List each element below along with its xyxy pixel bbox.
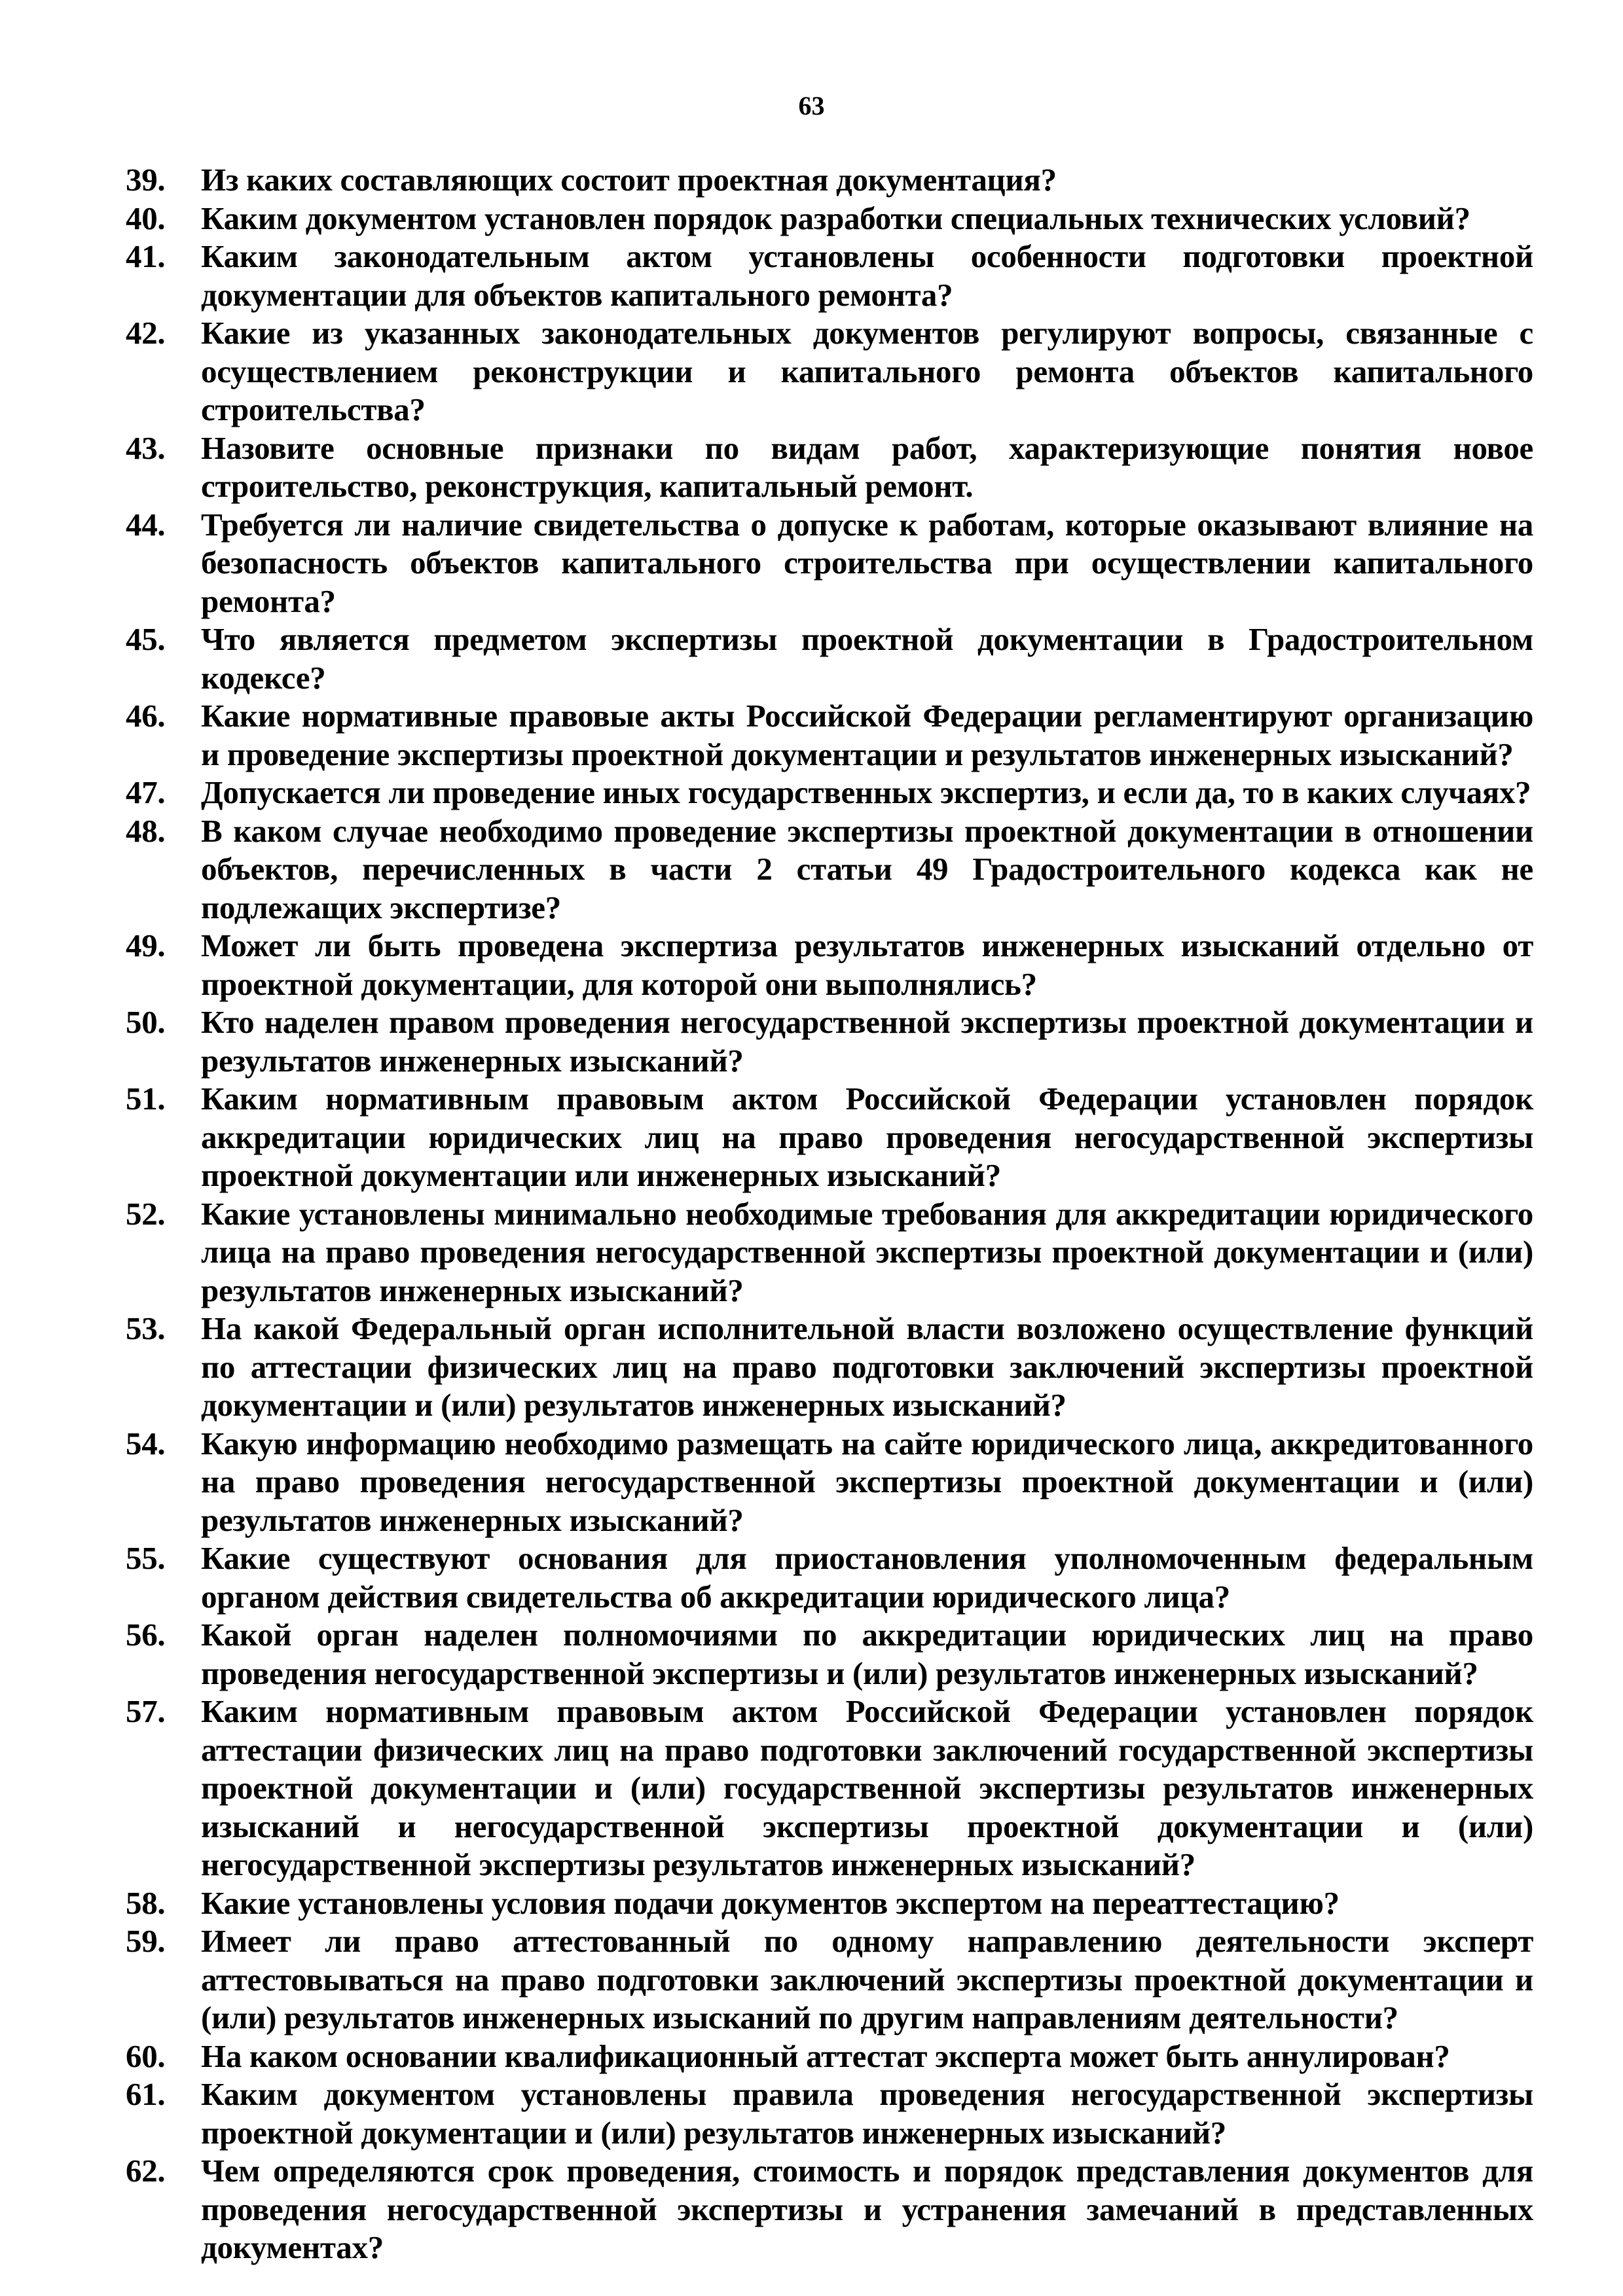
question-item [126, 1693, 1533, 1884]
question-number: 57. [126, 1693, 166, 1729]
question-number: 60. [126, 2037, 166, 2074]
question-text: Какой орган наделен полномочиями по аккредитации юридических лиц на право проведения негосударственной экспертизы и (или) результатов инженерных изысканий? [201, 1617, 1533, 1691]
question-item [126, 1003, 1533, 1080]
question-number: 59. [126, 1923, 166, 1959]
question-item [126, 1310, 1533, 1425]
question-text: Может ли быть проведена экспертиза результатов инженерных изысканий отдельно от проектной документации, для которой они выполнялись? [201, 927, 1533, 1002]
question-text: Назовите основные признаки по видам работ, характеризующие понятия новое строительство, реконструкция, капитальный ремонт. [201, 429, 1533, 504]
question-item [126, 2037, 1533, 2076]
question-number: 55. [126, 1540, 166, 1576]
question-text: На какой Федеральный орган исполнительной власти возложено осуществление функций по аттестации физических лиц на право подготовки заключений экспертизы проектной документации и (или) результатов инженерных изысканий? [201, 1310, 1533, 1423]
question-number: 52. [126, 1195, 166, 1232]
question-text: Каким законодательным актом установлены особенности подготовки проектной документации для объектов капитального ремонта? [201, 238, 1533, 313]
question-text: Кто наделен правом проведения негосударственной экспертизы проектной документации и результатов инженерных изысканий? [201, 1004, 1533, 1079]
question-number: 45. [126, 621, 166, 657]
question-item [126, 429, 1533, 506]
question-number: 62. [126, 2153, 166, 2189]
question-item [126, 1195, 1533, 1310]
question-number: 54. [126, 1425, 166, 1462]
question-text: В каком случае необходимо проведение экспертизы проектной документации в отношении объектов, перечисленных в части 2 статьи 49 Градостроительного кодекса как не подлежащих экспертизе? [201, 812, 1533, 925]
question-item [126, 774, 1533, 812]
question-item [126, 1884, 1533, 1923]
question-item [126, 238, 1533, 314]
question-number: 42. [126, 315, 166, 351]
question-text: Какие установлены условия подачи документов экспертом на переаттестацию? [201, 1884, 1340, 1921]
question-text: Что является предметом экспертизы проектной документации в Градостроительном кодексе? [201, 621, 1533, 696]
question-text: Требуется ли наличие свидетельства о допуске к работам, которые оказывают влияние на безопасность объектов капитального строительства при осуществлении капитального ремонта? [201, 506, 1533, 619]
question-item [126, 1539, 1533, 1616]
question-number: 56. [126, 1617, 166, 1653]
question-text: Каким документом установлены правила проведения негосударственной экспертизы проектной документации и (или) результатов инженерных изысканий? [201, 2076, 1533, 2151]
question-text: На каком основании квалификационный аттестат эксперта может быть аннулирован? [201, 2037, 1450, 2074]
question-text: Какие нормативные правовые акты Российской Федерации регламентируют организацию и проведение экспертизы проектной документации и результатов инженерных изысканий? [201, 698, 1533, 772]
question-number: 40. [126, 200, 166, 236]
question-text: Из каких составляющих состоит проектная документация? [201, 162, 1057, 198]
question-number: 46. [126, 698, 166, 734]
question-text: Чем определяются срок проведения, стоимость и порядок представления документов для проведения негосударственной экспертизы и устранения замечаний в представленных документах? [201, 2153, 1533, 2265]
question-number: 41. [126, 238, 166, 274]
question-number: 61. [126, 2076, 166, 2112]
question-number: 51. [126, 1081, 166, 1117]
question-text: Каким документом установлен порядок разработки специальных технических условий? [201, 200, 1470, 236]
question-text: Допускается ли проведение иных государственных экспертиз, и если да, то в каких случаях? [201, 774, 1531, 810]
question-item [126, 506, 1533, 621]
question-number: 53. [126, 1310, 166, 1346]
question-number: 50. [126, 1004, 166, 1040]
question-item [126, 697, 1533, 774]
question-number: 39. [126, 162, 166, 198]
question-item [126, 161, 1533, 200]
question-text: Имеет ли право аттестованный по одному направлению деятельности эксперт аттестовываться на право подготовки заключений экспертизы проектной документации и (или) результатов инженерных изысканий по другим направлениям деятельности? [201, 1923, 1533, 2036]
question-item [126, 2075, 1533, 2152]
question-item [126, 620, 1533, 697]
question-number: 49. [126, 927, 166, 963]
question-text: Какие существуют основания для приостановления уполномоченным федеральным органом действия свидетельства об аккредитации юридического лица? [201, 1540, 1533, 1615]
question-number: 47. [126, 774, 166, 810]
question-item [126, 1616, 1533, 1693]
question-text: Какие из указанных законодательных документов регулируют вопросы, связанные с осуществлением реконструкции и капитального ремонта объектов капитального строительства? [201, 315, 1533, 427]
question-item [126, 927, 1533, 1003]
question-number: 58. [126, 1884, 166, 1921]
question-number: 48. [126, 812, 166, 849]
question-number: 44. [126, 506, 166, 543]
page-number: 63 [798, 91, 825, 120]
question-text: Каким нормативным правовым актом Российской Федерации установлен порядок аттестации физических лиц на право подготовки заключений государственной экспертизы проектной документации и (или) государственной экспертизы результатов инженерных изысканий и негосударственной экспертизы проектной документации и (или) негосударственной экспертизы результатов инженерных изысканий? [201, 1693, 1533, 1882]
question-item [126, 1425, 1533, 1540]
question-item [126, 1922, 1533, 2037]
question-list [126, 161, 1533, 2267]
question-item [126, 1080, 1533, 1195]
question-item [126, 200, 1533, 238]
question-item [126, 2152, 1533, 2267]
question-number: 43. [126, 429, 166, 466]
question-item [126, 812, 1533, 927]
question-text: Каким нормативным правовым актом Российской Федерации установлен порядок аккредитации юридических лиц на право проведения негосударственной экспертизы проектной документации или инженерных изысканий? [201, 1081, 1533, 1193]
question-text: Какие установлены минимально необходимые требования для аккредитации юридического лица на право проведения негосударственной экспертизы проектной документации и (или) результатов инженерных изысканий? [201, 1195, 1533, 1308]
question-item [126, 314, 1533, 429]
question-text: Какую информацию необходимо размещать на сайте юридического лица, аккредитованного на право проведения негосударственной экспертизы проектной документации и (или) результатов инженерных изысканий? [201, 1425, 1533, 1538]
